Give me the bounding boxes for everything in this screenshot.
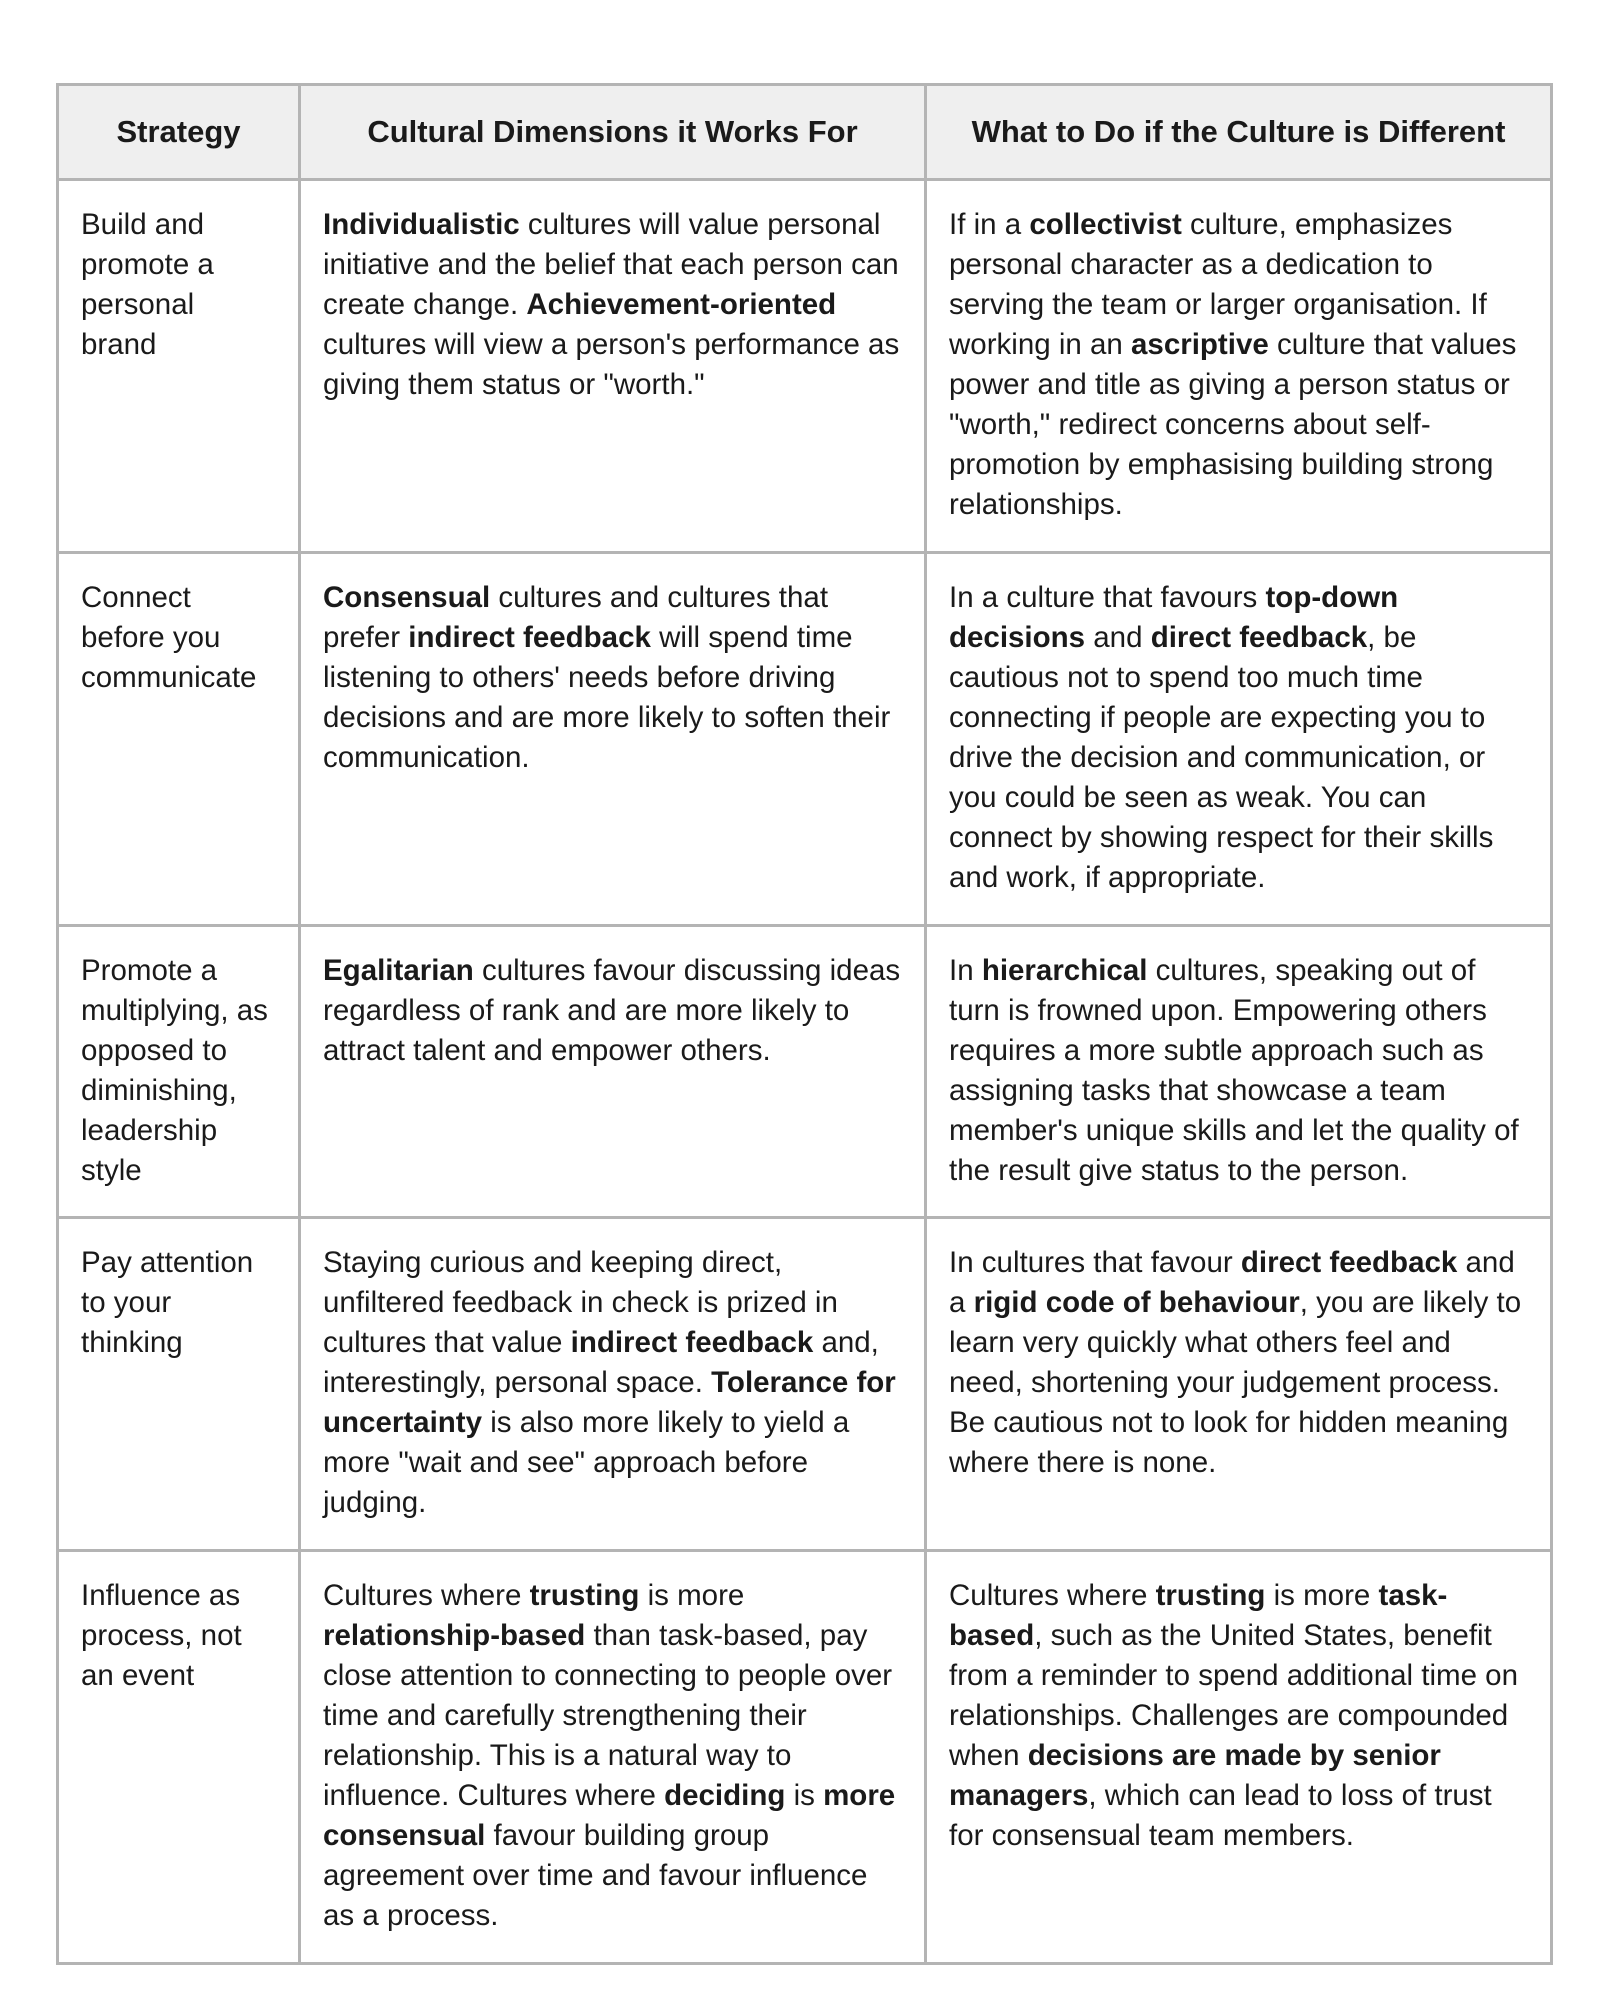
text-segment: cultures favour discussing ideas regardless of rank and are more likely to attract talent and empower others.: [323, 954, 909, 1067]
strategy-cell: Pay attention to your thinking: [58, 1218, 300, 1551]
strategy-cell: Influence as process, not an event: [58, 1551, 300, 1964]
bold-text-segment: collectivist: [1029, 208, 1182, 241]
bold-text-segment: trusting: [529, 1579, 640, 1612]
text-segment: Cultures where: [949, 1579, 1156, 1612]
text-segment: , be cautious not to spend too much time connecting if people are expecting you to drive the decision and communication, or you could be seen as weak. You can connect by showing respect for their skills and work, if appropriate.: [949, 621, 1502, 894]
text-segment: , such as the United States, benefit from a reminder to spend additional time on relationships. Challenges are compounded when: [949, 1619, 1527, 1772]
header-if-culture-different: What to Do if the Culture is Different: [926, 85, 1552, 180]
bold-text-segment: direct feedback: [1150, 621, 1368, 654]
table-body: [58, 180, 1552, 1964]
strategy-cell: Build and promote a personal brand: [58, 180, 300, 553]
bold-text-segment: more consensual: [323, 1779, 904, 1852]
works-for-cell: [300, 1218, 926, 1551]
text-segment: In: [949, 954, 982, 987]
text-segment: will spend time listening to others' needs before driving decisions and are more likely to soften their communication.: [323, 621, 899, 774]
text-segment: and: [1085, 621, 1151, 654]
table-row: [58, 1551, 1552, 1964]
strategy-cell: Promote a multiplying, as opposed to diminishing, leadership style: [58, 926, 300, 1218]
text-segment: is more: [1265, 1579, 1379, 1612]
bold-text-segment: trusting: [1155, 1579, 1266, 1612]
table-row: [58, 180, 1552, 553]
bold-text-segment: Egalitarian: [323, 954, 474, 987]
text-segment: culture, emphasizes personal character as a dedication to serving the team or larger organisation. If working in an: [949, 208, 1496, 361]
bold-text-segment: Achievement-oriented: [526, 288, 837, 321]
if-different-cell: [926, 180, 1552, 553]
text-segment: If in a: [949, 208, 1030, 241]
text-segment: is more: [639, 1579, 753, 1612]
header-cultural-dimensions: Cultural Dimensions it Works For: [300, 85, 926, 180]
header-row: [58, 85, 1552, 180]
bold-text-segment: indirect feedback: [570, 1326, 814, 1359]
table-row: [58, 926, 1552, 1218]
text-segment: cultures will view a person's performance as giving them status or "worth.": [323, 288, 908, 401]
works-for-cell: [300, 926, 926, 1218]
bold-text-segment: relationship-based: [323, 1619, 586, 1652]
text-segment: cultures and cultures that prefer: [323, 581, 837, 654]
works-for-cell: [300, 1551, 926, 1964]
works-for-cell: [300, 553, 926, 926]
bold-text-segment: direct feedback: [1240, 1246, 1458, 1279]
text-segment: is also more likely to yield a more "wait and see" approach before judging.: [323, 1406, 858, 1519]
table-header: [58, 85, 1552, 180]
bold-text-segment: Tolerance for uncertainty: [323, 1366, 904, 1439]
text-segment: Cultures where: [323, 1579, 530, 1612]
text-segment: cultures, speaking out of turn is frowned upon. Empowering others requires a more subtle approach such as assigning tasks that showcase a team member's unique skills and let the quality of the result give status to the person.: [949, 954, 1527, 1187]
text-segment: cultures will value personal initiative and the belief that each person can create change.: [323, 208, 907, 321]
text-segment: , which can lead to loss of trust for consensual team members.: [949, 1779, 1500, 1852]
strategy-table: [56, 83, 1553, 1965]
bold-text-segment: task-based: [949, 1579, 1448, 1652]
text-segment: and, interestingly, personal space.: [323, 1326, 888, 1399]
bold-text-segment: Individualistic: [323, 208, 520, 241]
if-different-cell: [926, 926, 1552, 1218]
table-row: [58, 553, 1552, 926]
if-different-cell: [926, 1551, 1552, 1964]
bold-text-segment: top-down decisions: [949, 581, 1407, 654]
text-segment: and a: [949, 1246, 1523, 1319]
text-segment: , you are likely to learn very quickly what others feel and need, shortening your judgement process. Be cautious not to look for hidden meaning where there is none.: [949, 1286, 1530, 1479]
table-row: [58, 1218, 1552, 1551]
text-segment: is: [785, 1779, 824, 1812]
text-segment: favour building group agreement over time and favour influence as a process.: [323, 1819, 876, 1932]
bold-text-segment: Consensual: [323, 581, 491, 614]
text-segment: culture that values power and title as giving a person status or "worth," redirect concerns about self-promotion by emphasising building strong relationships.: [949, 328, 1525, 521]
bold-text-segment: hierarchical: [981, 954, 1148, 987]
text-segment: than task-based, pay close attention to connecting to people over time and carefully strengthening their relationship. This is a natural way to influence. Cultures where: [323, 1619, 901, 1812]
text-segment: In a culture that favours: [949, 581, 1266, 614]
bold-text-segment: ascriptive: [1131, 328, 1269, 361]
header-strategy: Strategy: [58, 85, 300, 180]
strategy-cell: Connect before you communicate: [58, 553, 300, 926]
if-different-cell: [926, 1218, 1552, 1551]
if-different-cell: [926, 553, 1552, 926]
bold-text-segment: rigid code of behaviour: [973, 1286, 1300, 1319]
text-segment: In cultures that favour: [949, 1246, 1241, 1279]
bold-text-segment: deciding: [664, 1779, 786, 1812]
text-segment: Staying curious and keeping direct, unfiltered feedback in check is prized in cultures that value: [323, 1246, 847, 1359]
bold-text-segment: indirect feedback: [408, 621, 651, 654]
works-for-cell: [300, 180, 926, 553]
bold-text-segment: decisions are made by senior managers: [949, 1739, 1450, 1812]
